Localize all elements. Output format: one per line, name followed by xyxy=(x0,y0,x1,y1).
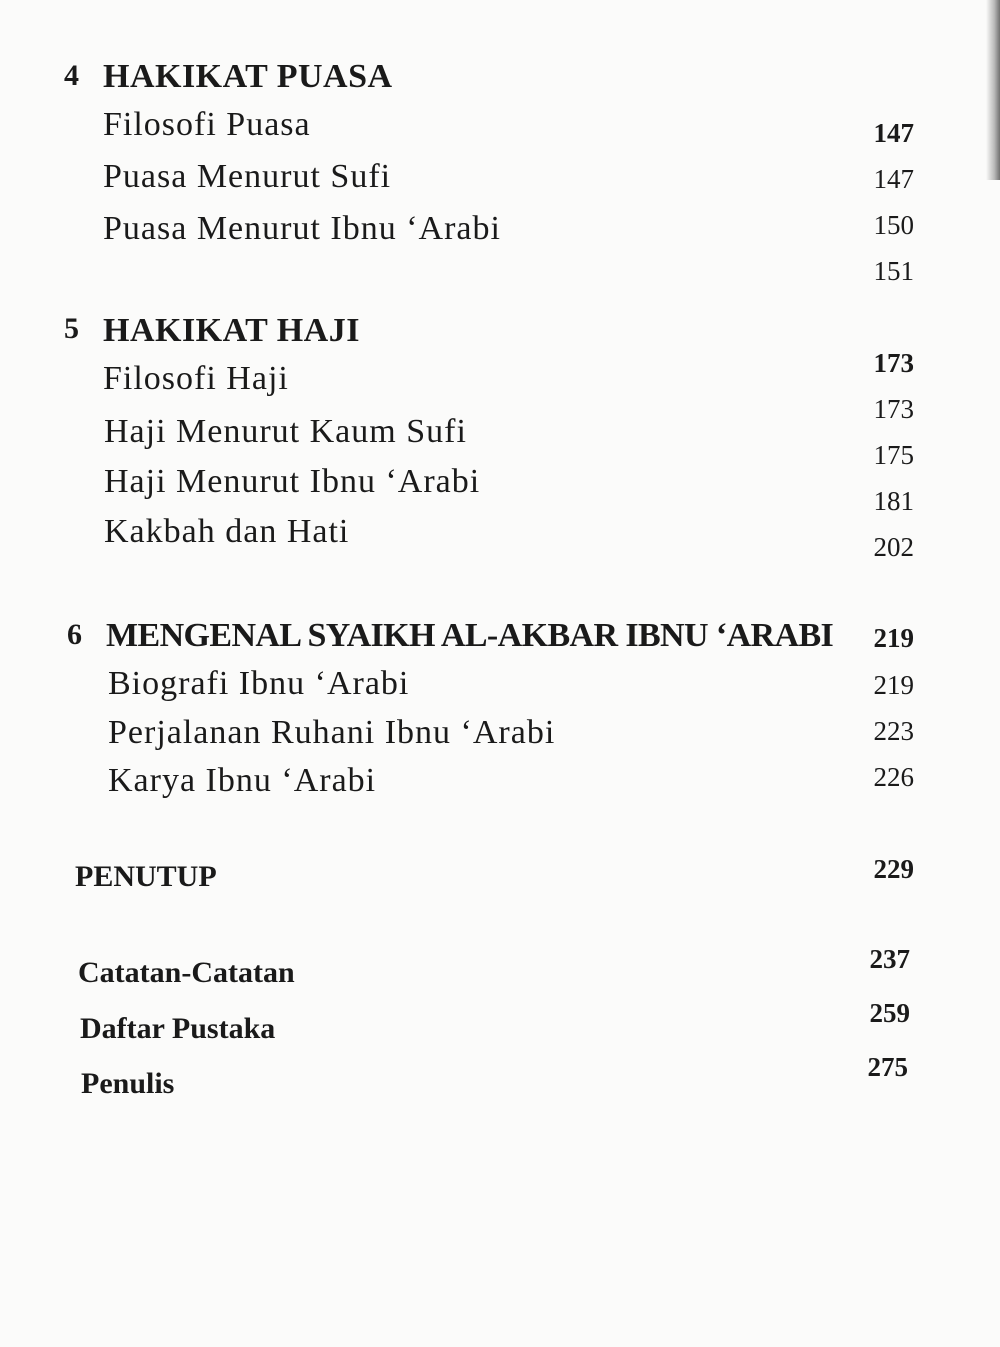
chapter-number: 4 xyxy=(64,59,79,92)
toc-entry-page: 147 xyxy=(873,164,914,194)
chapter-number: 6 xyxy=(67,618,82,651)
toc-entry-page: 173 xyxy=(873,394,914,424)
toc-entry-label: Filosofi Puasa xyxy=(103,106,311,143)
toc-entry-page: 275 xyxy=(867,1052,908,1082)
toc-entry-page: 229 xyxy=(873,854,914,884)
chapter-number: 5 xyxy=(64,312,79,345)
binding-edge-shadow xyxy=(986,0,1000,180)
toc-entry-label: Puasa Menurut Ibnu ‘Arabi xyxy=(103,210,501,247)
toc-entry-page: 181 xyxy=(873,486,914,516)
toc-entry-label: Perjalanan Ruhani Ibnu ‘Arabi xyxy=(108,714,556,751)
toc-entry-label: Haji Menurut Kaum Sufi xyxy=(104,413,467,450)
toc-entry-label: Filosofi Haji xyxy=(103,360,289,397)
chapter-title: HAKIKAT HAJI xyxy=(103,312,360,349)
toc-entry-label: Kakbah dan Hati xyxy=(104,513,350,550)
toc-entry-page: 237 xyxy=(869,944,910,974)
back-matter-title: Daftar Pustaka xyxy=(80,1012,276,1045)
toc-entry-page: 226 xyxy=(873,762,914,792)
closing-title: PENUTUP xyxy=(75,860,217,893)
toc-entry-label: Biografi Ibnu ‘Arabi xyxy=(108,665,410,702)
toc-entry-page: 219 xyxy=(873,623,914,653)
toc-entry-page: 173 xyxy=(873,348,914,378)
toc-entry-page: 147 xyxy=(873,118,914,148)
toc-entry-label: Karya Ibnu ‘Arabi xyxy=(108,762,377,799)
back-matter-title: Penulis xyxy=(81,1067,175,1100)
toc-entry-page: 202 xyxy=(873,532,914,562)
toc-entry-page: 259 xyxy=(869,998,910,1028)
chapter-title: MENGENAL SYAIKH AL-AKBAR IBNU ‘ARABI xyxy=(106,617,834,654)
chapter-title: HAKIKAT PUASA xyxy=(103,58,393,95)
toc-entry-page: 151 xyxy=(873,256,914,286)
toc-entry-label: Puasa Menurut Sufi xyxy=(103,158,392,195)
toc-entry-page: 219 xyxy=(873,670,914,700)
toc-entry-label: Haji Menurut Ibnu ‘Arabi xyxy=(104,463,481,500)
toc-entry-page: 175 xyxy=(873,440,914,470)
back-matter-title: Catatan-Catatan xyxy=(78,956,295,989)
toc-entry-page: 150 xyxy=(873,210,914,240)
toc-entry-page: 223 xyxy=(873,716,914,746)
